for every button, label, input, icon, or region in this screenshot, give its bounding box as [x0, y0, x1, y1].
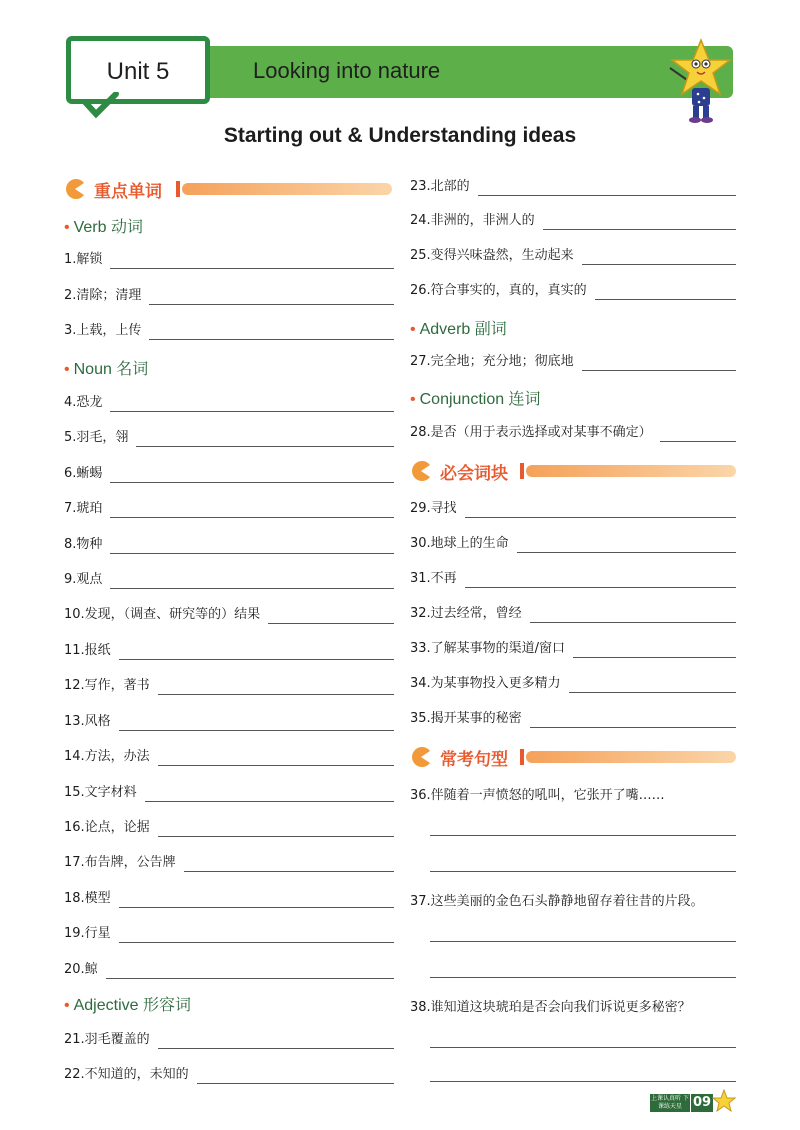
star-mascot-icon: [668, 38, 734, 124]
answer-blank[interactable]: [197, 1069, 394, 1084]
star-icon: [712, 1089, 736, 1113]
pacman-icon: [410, 460, 432, 482]
list-item: 20.鲸: [64, 959, 394, 979]
list-item: 30.地球上的生命: [410, 533, 736, 553]
bullet-icon: •: [410, 321, 416, 338]
list-item: 17.布告牌，公告牌: [64, 852, 394, 872]
category-conjunction: • Conjunction 连词: [410, 391, 541, 408]
answer-blank[interactable]: [119, 645, 394, 660]
answer-blank[interactable]: [119, 928, 394, 943]
answer-blank[interactable]: [119, 716, 394, 731]
answer-blank[interactable]: [430, 1046, 736, 1048]
answer-blank[interactable]: [478, 181, 736, 196]
answer-blank[interactable]: [110, 468, 394, 483]
section-phrases: [410, 458, 736, 484]
list-item: 4.恐龙: [64, 392, 394, 412]
list-item: 29.寻找: [410, 498, 736, 518]
sentence-prompt: 36.伴随着一声愤怒的吼叫，它张开了嘴……: [410, 788, 665, 803]
footer-tag: 上课认真听 下课练天星: [651, 1095, 689, 1110]
category-noun: • Noun 名词: [64, 361, 149, 378]
unit-label: Unit 5: [106, 58, 170, 85]
answer-blank[interactable]: [158, 822, 394, 837]
list-item: 10.发现，（调查、研究等的）结果: [64, 604, 394, 624]
answer-blank[interactable]: [149, 290, 394, 305]
list-item: 35.揭开某事的秘密: [410, 708, 736, 728]
check-icon: [82, 92, 120, 122]
answer-blank[interactable]: [517, 538, 736, 553]
answer-blank[interactable]: [268, 609, 394, 624]
list-item: 25.变得兴味盎然，生动起来: [410, 245, 736, 265]
sentence-prompt: 38.谁知道这块琥珀是否会向我们诉说更多秘密？: [410, 1000, 691, 1015]
answer-blank[interactable]: [430, 870, 736, 872]
pacman-icon: [64, 178, 86, 200]
section-sentences: [410, 744, 736, 770]
answer-blank[interactable]: [582, 356, 736, 371]
answer-blank[interactable]: [149, 325, 394, 340]
answer-blank[interactable]: [530, 713, 736, 728]
section-title: 常考句型: [440, 750, 508, 770]
header-banner: [205, 46, 733, 98]
answer-blank[interactable]: [110, 503, 394, 518]
page-number: 09: [692, 1095, 712, 1110]
list-item: 7.琥珀: [64, 498, 394, 518]
category-adverb: • Adverb 副词: [410, 321, 507, 338]
answer-blank[interactable]: [158, 680, 394, 695]
list-item: 21.羽毛覆盖的: [64, 1029, 394, 1049]
answer-blank[interactable]: [119, 893, 394, 908]
list-item: 31.不再: [410, 568, 736, 588]
list-item: 16.论点，论据: [64, 817, 394, 837]
section-stripe: [182, 183, 392, 195]
list-item: 12.写作，著书: [64, 675, 394, 695]
list-item: 28.是否（用于表示选择或对某事不确定）: [410, 422, 736, 442]
answer-blank[interactable]: [430, 940, 736, 942]
bullet-icon: •: [64, 361, 70, 378]
page-subtitle: Starting out & Understanding ideas: [223, 124, 577, 147]
bullet-icon: •: [64, 219, 70, 236]
category-verb: • Verb 动词: [64, 219, 143, 236]
answer-blank[interactable]: [110, 397, 394, 412]
list-item: 3.上载，上传: [64, 320, 394, 340]
list-item: 6.蜥蜴: [64, 463, 394, 483]
unit-title: Looking into nature: [253, 58, 441, 83]
section-title: 必会词块: [440, 464, 508, 484]
answer-blank[interactable]: [543, 215, 736, 230]
answer-blank[interactable]: [184, 857, 394, 872]
answer-blank[interactable]: [530, 608, 736, 623]
pacman-icon: [410, 746, 432, 768]
list-item: 2.清除；清理: [64, 285, 394, 305]
answer-blank[interactable]: [465, 573, 736, 588]
list-item: 9.观点: [64, 569, 394, 589]
answer-blank[interactable]: [582, 250, 736, 265]
list-item: 1.解锁: [64, 249, 394, 269]
section-stripe: [526, 465, 736, 477]
answer-blank[interactable]: [106, 964, 394, 979]
answer-blank[interactable]: [465, 503, 736, 518]
category-adjective: • Adjective 形容词: [64, 997, 191, 1014]
answer-blank[interactable]: [569, 678, 736, 693]
section-title: 重点单词: [94, 182, 162, 202]
answer-blank[interactable]: [430, 1080, 736, 1082]
list-item: 15.文字材料: [64, 782, 394, 802]
answer-blank[interactable]: [145, 787, 394, 802]
list-item: 27.完全地；充分地；彻底地: [410, 351, 736, 371]
list-item: 24.非洲的，非洲人的: [410, 210, 736, 230]
answer-blank[interactable]: [110, 539, 394, 554]
list-item: 13.风格: [64, 711, 394, 731]
list-item: 11.报纸: [64, 640, 394, 660]
bullet-icon: •: [64, 997, 70, 1014]
list-item: 14.方法，办法: [64, 746, 394, 766]
answer-blank[interactable]: [110, 254, 394, 269]
answer-blank[interactable]: [595, 285, 736, 300]
list-item: 34.为某事物投入更多精力: [410, 673, 736, 693]
section-key-words: [64, 176, 394, 202]
list-item: 33.了解某事物的渠道/窗口: [410, 638, 736, 658]
answer-blank[interactable]: [110, 574, 394, 589]
list-item: 26.符合事实的，真的，真实的: [410, 280, 736, 300]
list-item: 22.不知道的，未知的: [64, 1064, 394, 1084]
answer-blank[interactable]: [430, 976, 736, 978]
list-item: 5.羽毛，翎: [64, 427, 394, 447]
answer-blank[interactable]: [136, 432, 394, 447]
list-item: 19.行星: [64, 923, 394, 943]
answer-blank[interactable]: [158, 751, 394, 766]
answer-blank[interactable]: [660, 427, 736, 442]
section-stripe: [526, 751, 736, 763]
list-item: 8.物种: [64, 534, 394, 554]
bullet-icon: •: [410, 391, 416, 408]
list-item: 32.过去经常，曾经: [410, 603, 736, 623]
sentence-prompt: 37.这些美丽的金色石头静静地留存着往昔的片段。: [410, 894, 704, 909]
list-item: 23.北部的: [410, 176, 736, 196]
answer-blank[interactable]: [573, 643, 736, 658]
answer-blank[interactable]: [158, 1034, 394, 1049]
list-item: 18.模型: [64, 888, 394, 908]
answer-blank[interactable]: [430, 834, 736, 836]
